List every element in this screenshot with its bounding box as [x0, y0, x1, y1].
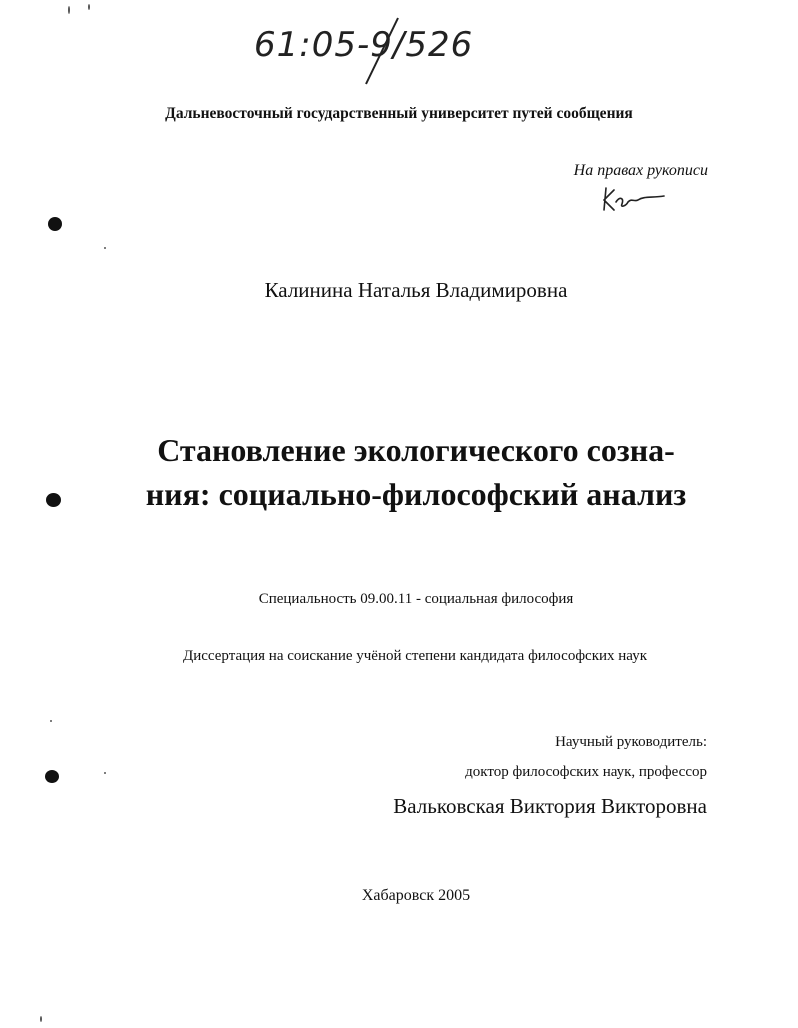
- scan-speck: [88, 4, 90, 10]
- archive-code-handwriting: [248, 8, 508, 88]
- supervisor-label: Научный руководитель:: [555, 734, 707, 750]
- binding-hole-mark: [45, 770, 59, 783]
- supervisor-degree: доктор философских наук, профессор: [465, 764, 707, 780]
- scan-speck: [40, 1016, 42, 1022]
- author-name: Калинина Наталья Владимировна: [264, 278, 568, 302]
- archive-code-text: 61:05-9/526: [254, 25, 474, 65]
- manuscript-note: На правах рукописи: [573, 162, 708, 179]
- binding-hole-mark: [46, 493, 61, 507]
- binding-hole-mark: [48, 217, 62, 231]
- title-line-2: ния: социально-философский анализ: [145, 476, 687, 512]
- scan-speck: [50, 720, 52, 722]
- dissertation-title: [120, 428, 712, 516]
- supervisor-name: Вальковская Виктория Викторовна: [393, 794, 707, 818]
- university-name: Дальневосточный государственный университет путей сообщения: [165, 105, 633, 122]
- archive-code-stamp: [248, 8, 508, 88]
- degree-line: Диссертация на соискание учёной степени кандидата философских наук: [182, 648, 647, 664]
- author-signature: [600, 184, 670, 214]
- specialty-line: Специальность 09.00.11 - социальная философия: [258, 591, 574, 607]
- scan-speck: [104, 772, 106, 774]
- city-year: Хабаровск 2005: [361, 887, 471, 904]
- scan-speck: [104, 247, 106, 249]
- signature-graphic: [600, 184, 670, 214]
- scan-speck: [68, 6, 70, 14]
- title-line-1: Становление экологического созна-: [157, 432, 675, 468]
